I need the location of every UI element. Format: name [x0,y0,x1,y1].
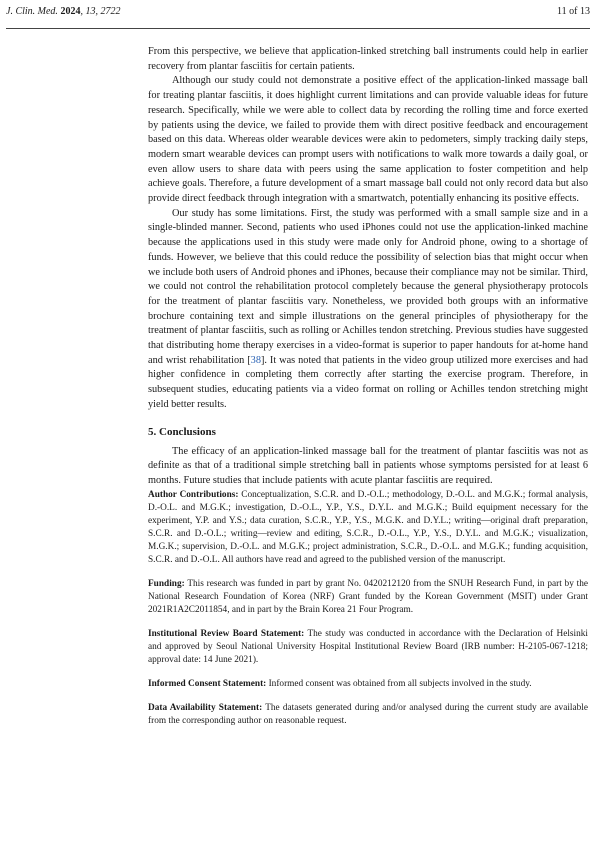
reference-link[interactable]: 38 [250,354,261,366]
page-number: 11 of 13 [557,6,590,17]
paragraph-1: From this perspective, we believe that application-linked stretching ball instruments could help in earlier recovery from plantar fasciitis for certain patients. [148,46,588,72]
irb-label: Institutional Review Board Statement: [148,628,305,639]
conclusions-paragraph: The efficacy of an application-linked massage ball for the treatment of plantar fasciitis was not as definite as that of a traditional simple stretching ball in patients whose symptoms persisted for at least 6 months. Future studies that include patients with acute plantar fasciitis are required. [148,445,588,486]
journal-name: J. Clin. Med. [6,6,58,17]
author-contributions-text: Conceptualization, S.C.R. and D.-O.L.; methodology, D.-O.L. and M.G.K.; formal analysis, D.-O.L. and M.G.K.; investigation, D.-O.L., Y.P., Y.S., D.Y.L. and M.G.K.; Build equipment necessary for the experiment, Y.P. and Y.S.; data curation, S.C.R., Y.P., Y.S., M.G.K. and D.Y.L.; writing—original draft preparation, S.C.R. and D.-O.L.; writing—review and editing, S.C.R., D.-O.L., Y.P., Y.S., D.Y.L. and M.G.K.; visualization, M.G.K.; supervision, D.-O.L. and M.G.K.; project administration, S.C.R., D.-O.L. and M.G.K.; funding acquisition, S.C.R. and D.-O.L. All authors have read and agreed to the published version of the manuscript. [148,489,588,565]
consent-text: Informed consent was obtained from all subjects involved in the study. [266,678,532,689]
funding-label: Funding: [148,578,185,589]
consent-label: Informed Consent Statement: [148,678,267,689]
header-rule [6,28,590,29]
journal-year: 2024 [60,6,81,17]
page-header [6,6,590,20]
irb-text: The study was conducted in accordance with the Declaration of Helsinki and approved by Seoul National University Hospital Institutional Review Board (IRB number: H-2105-067-1218; approval date: 14 June 2021). [148,628,588,665]
data-availability-text: The datasets generated during and/or analysed during the current study are available from the corresponding author on reasonable request. [148,702,588,726]
irb-statement [148,628,588,667]
funding-text: This research was funded in part by grant No. 0420212120 from the SNUH Research Fund, in part by the National Research Foundation of Korea (NRF) Grant funded by the Korean Government (MSIT) under Grant 2021R1A2C2011854, and in part by the Brain Korea 21 Four Program. [148,578,588,615]
paragraph-3 [148,207,588,413]
paragraph-2: Although our study could not demonstrate a positive effect of the application-linked massage ball for treating plantar fasciitis, it does highlight current limitations and can provide valuable ideas for future research. Specifically, while we were able to collect data by recording the rolling time and force exerted by patients using the device, we failed to provide them with direct positive feedback and encouragement based on this data. Whereas older wearable devices were akin to pedometers, simply tracking daily steps, modern smart wearable devices can prompt users with notifications to walk more towards a daily goal, or even allow users to share data with peers using the same application to foster competition and help achieve goals. Therefore, a future development of a smart massage ball could not only record data but also provide direct feedback through integration with a smartwatch, potentially enhancing its positive effects. [148,75,588,205]
paragraph-3-text-b: ]. It was noted that patients in the video group utilized more exercises and had higher confidence in completing them correctly after starting the exercise program. Therefore, in subsequent studies, educating patients via a video format on rolling or Achilles tendon stretching might yield better results. [148,354,589,410]
author-contributions [148,489,588,567]
data-availability-label: Data Availability Statement: [148,702,263,713]
author-contributions-label: Author Contributions: [148,489,239,500]
informed-consent-statement [148,678,588,691]
journal-volume: , 13, 2722 [80,6,121,17]
funding-statement [148,578,588,617]
article-body [148,45,588,739]
paragraph-3-text-a: Our study has some limitations. First, the study was performed with a small sample size and in a single-blinded manner. Second, patients who used iPhones could not use the application-linked machine because the applications used in this study were made only for Android phone, owing to a shortage of funds. However, we believe that this could reduce the possibility of selection bias that might occur when we include both users of Android phones and iPhones, because their compliance may not be similar. Third, we could not control the rehabilitation protocol completely because the general physiotherapy protocols for the treatment of plantar fasciitis vary. Nonetheless, we provided both groups with an informative brochure containing text and simple illustrations on the general principles of physiotherapy for the treatment of plantar fasciitis, such as rolling or Achilles tendon stretching. Previous studies have suggested that distributing home therapy exercises in a video-format is superior to paper handouts for at-home hand and wrist rehabilitation [ [148,207,588,366]
data-availability-statement [148,702,588,728]
section-heading-conclusions: 5. Conclusions [148,425,216,438]
journal-citation [6,6,120,17]
